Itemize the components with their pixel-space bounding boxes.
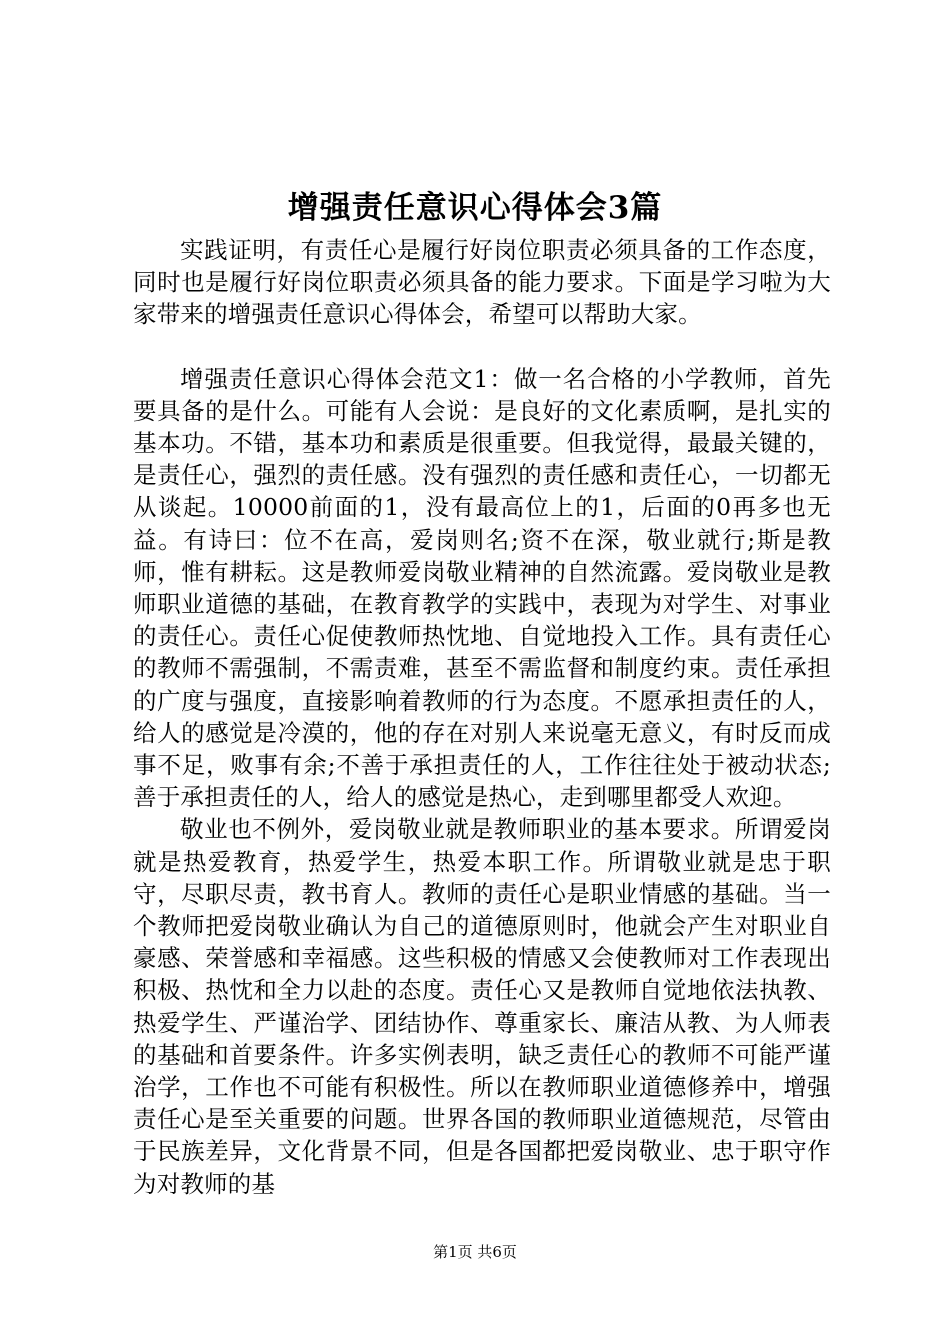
page-number-footer: 第1页 共6页	[433, 1243, 517, 1261]
intro-paragraph: 实践证明，有责任心是履行好岗位职责必须具备的工作态度，同时也是履行好岗位职责必须具备的能力要求。下面是学习啦为大家带来的增强责任意识心得体会，希望可以帮助大家。	[133, 236, 831, 329]
document-title: 增强责任意识心得体会3篇	[287, 190, 663, 226]
body-paragraph-1: 增强责任意识心得体会范文1：做一名合格的小学教师，首先要具备的是什么。可能有人会说：是良好的文化素质啊，是扎实的基本功。不错，基本功和素质是很重要。但我觉得，最最关键的，是责任心，强烈的责任感。没有强烈的责任感和责任心，一切都无从谈起。10000前面的1，没有最高位上的1，后面的0再多也无益。有诗曰：位不在高，爱岗则名;资不在深，敬业就行;斯是教师，惟有耕耘。这是教师爱岗敬业精神的自然流露。爱岗敬业是教师职业道德的基础，在教育教学的实践中，表现为对学生、对事业的责任心。责任心促使教师热忱地、自觉地投入工作。具有责任心的教师不需强制，不需责难，甚至不需监督和制度约束。责任承担的广度与强度，直接影响着教师的行为态度。不愿承担责任的人，给人的感觉是冷漠的，他的存在对别人来说毫无意义，有时反而成事不足，败事有余;不善于承担责任的人，工作往往处于被动状态;善于承担责任的人，给人的感觉是热心，走到哪里都受人欢迎。	[133, 364, 831, 812]
document-body	[133, 234, 831, 1200]
paragraph-spacer	[133, 331, 831, 363]
body-paragraph-2: 敬业也不例外，爱岗敬业就是教师职业的基本要求。所谓爱岗就是热爱教育，热爱学生，热爱本职工作。所谓敬业就是忠于职守，尽职尽责，教书育人。教师的责任心是职业情感的基础。当一个教师把爱岗敬业确认为自己的道德原则时，他就会产生对职业自豪感、荣誉感和幸福感。这些积极的情感又会使教师对工作表现出积极、热忱和全力以赴的态度。责任心又是教师自觉地依法执教、热爱学生、严谨治学、团结协作、尊重家长、廉洁从教、为人师表的基础和首要条件。许多实例表明，缺乏责任心的教师不可能严谨治学，工作也不可能有积极性。所以在教师职业道德修养中，增强责任心是至关重要的问题。世界各国的教师职业道德规范，尽管由于民族差异，文化背景不同，但是各国都把爱岗敬业、忠于职守作为对教师的基	[133, 815, 831, 1198]
